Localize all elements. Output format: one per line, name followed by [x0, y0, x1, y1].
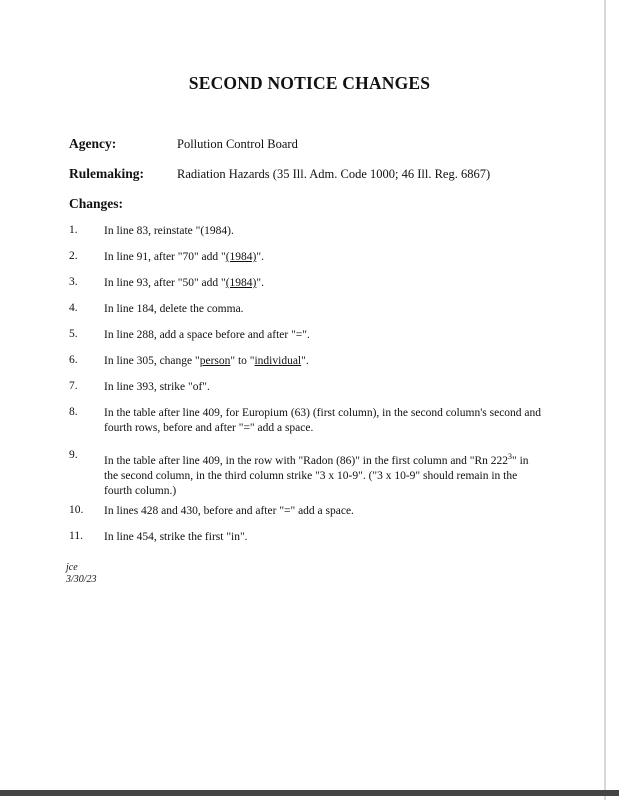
- change-item-text: [104, 302, 544, 317]
- change-item-text: [104, 276, 544, 291]
- change-item-text: [104, 504, 544, 519]
- change-item-text: [104, 354, 544, 369]
- change-text-segment: ".: [256, 277, 264, 289]
- change-text-segment: In line 93, after "50" add ": [104, 277, 226, 289]
- change-text-segment: In the table after line 409, for Europium (63) (first column), in the second column's second and fourth rows, before and after "=" add a space.: [104, 407, 542, 434]
- initials-name: jce: [66, 562, 78, 573]
- page-title: SECOND NOTICE CHANGES: [188, 73, 431, 93]
- superscript-text: 3: [508, 452, 513, 461]
- change-item-number: 10.: [69, 504, 84, 516]
- initials-date: 3/30/23: [66, 574, 97, 585]
- change-text-segment: In line 305, change ": [104, 355, 200, 367]
- change-item-text: [104, 380, 544, 395]
- scan-edge-bottom: [0, 790, 619, 796]
- change-text-segment: In line 83, reinstate "(1984).: [104, 225, 234, 237]
- change-item-text: [104, 250, 544, 265]
- change-text-segment: In line 393, strike "of".: [104, 381, 210, 393]
- change-text-segment: In line 184, delete the comma.: [104, 303, 244, 315]
- rulemaking-value: Radiation Hazards (35 Ill. Adm. Code 1000; 46 Ill. Reg. 6867): [177, 167, 491, 181]
- change-text-segment: In lines 428 and 430, before and after "=" add a space.: [104, 505, 354, 517]
- change-text-segment: In line 288, add a space before and after "=".: [104, 329, 310, 341]
- change-item-number: 4.: [69, 302, 78, 314]
- change-item-number: 7.: [69, 380, 78, 392]
- change-item-text: [104, 224, 544, 239]
- changes-heading: Changes:: [69, 196, 124, 211]
- change-item-text: [104, 406, 544, 436]
- change-item-number: 11.: [69, 530, 83, 542]
- scan-edge-right: [604, 0, 606, 800]
- change-item-text: [104, 328, 544, 343]
- change-text-segment: In line 454, strike the first "in".: [104, 531, 248, 543]
- change-item-number: 8.: [69, 406, 78, 418]
- change-item-text: [104, 530, 544, 545]
- change-text-segment: In line 91, after "70" add ": [104, 251, 226, 263]
- change-text-segment: In the table after line 409, in the row with "Radon (86)" in the first column and "Rn 222: [104, 454, 509, 467]
- change-item-number: 2.: [69, 250, 78, 262]
- change-item-number: 5.: [69, 328, 78, 340]
- change-text-segment: ".: [301, 355, 309, 367]
- change-text-segment: " in the second column, in the third column strike "3 x 10-9". ("3 x 10-9" should remain in the fourth column.): [104, 454, 529, 497]
- rulemaking-label: Rulemaking:: [69, 166, 145, 181]
- underlined-text: (1984): [225, 251, 257, 263]
- change-text-segment: " to ": [230, 355, 255, 367]
- change-item-number: 1.: [69, 224, 78, 236]
- agency-value: Pollution Control Board: [177, 137, 298, 151]
- change-item-number: 9.: [69, 449, 78, 461]
- underlined-text: person: [199, 355, 231, 367]
- change-item-number: 6.: [69, 354, 78, 366]
- change-item-number: 3.: [69, 276, 78, 288]
- underlined-text: (1984): [225, 277, 257, 289]
- underlined-text: individual: [254, 355, 302, 367]
- change-item-text: [104, 449, 544, 499]
- change-text-segment: ".: [256, 251, 264, 263]
- agency-label: Agency:: [69, 136, 117, 151]
